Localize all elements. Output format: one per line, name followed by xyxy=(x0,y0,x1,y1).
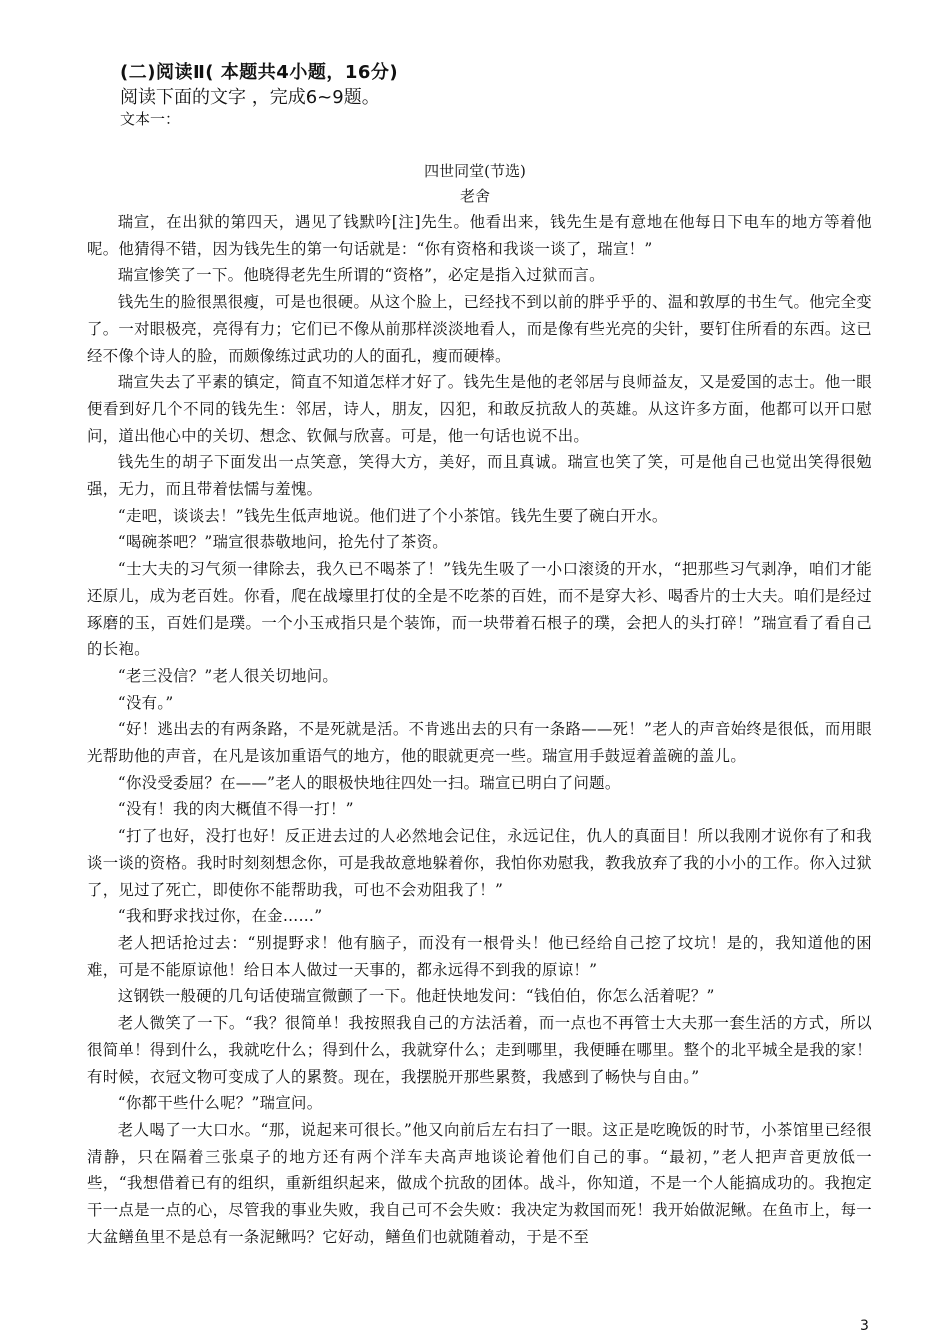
paragraph: “打了也好，没打也好！反正进去过的人必然地会记住，永远记住，仇人的真面目！所以我刚才说你有了和我谈一谈的资格。我时时刻刻想念你，可是我故意地躲着你，我怕你劝慰我，教我放弃了我的小小的工作。你入过狱了，见过了死亡，即使你不能帮助我，可也不会劝阻我了！” xyxy=(87,827,872,899)
paragraph: 钱先生的胡子下面发出一点笑意，笑得大方，美好，而且真诚。瑞宣也笑了笑，可是他自己也觉出笑得很勉强，无力，而且带着怯懦与羞愧。 xyxy=(87,453,872,499)
paragraph: 老人喝了一大口水。“那，说起来可很长。”他又向前后左右扫了一眼。这正是吃晚饭的时节，小茶馆里已经很清静，只在隔着三张桌子的地方还有两个洋车夫高声地谈论着他们自己的事。“最初，”老人把声音更放低一些，“我想借着已有的组织，重新组织起来，做成个抗敌的团体。战斗，你知道，不是一个人能搞成功的。我抱定干一点是一点的心，尽管我的事业失败，我自己可不会失败：我决定为救国而死！我开始做泥鳅。在鱼市上，每一大盆鳝鱼里不是总有一条泥鳅吗？它好动，鳝鱼们也就随着动，于是不至 xyxy=(87,1120,872,1246)
paragraph: “老三没信？”老人很关切地问。 xyxy=(117,666,339,685)
paragraph: 瑞宣失去了平素的镇定，简直不知道怎样才好了。钱先生是他的老邻居与良师益友，又是爱国的志士。他一眼便看到好几个不同的钱先生：邻居，诗人，朋友，囚犯，和敢反抗敌人的英雄。从这许多方面，他都可以开口慰问，道出他心中的关切、想念、钦佩与欣喜。可是，他一句话也说不出。 xyxy=(87,373,872,445)
article-author: 老舍 xyxy=(459,187,490,205)
paragraph: “没有！我的肉大概值不得一打！” xyxy=(117,800,354,819)
paragraph: 瑞宣惨笑了一下。他晓得老先生所谓的“资格”，必定是指入过狱而言。 xyxy=(117,266,605,285)
paragraph: 瑞宣，在出狱的第四天，遇见了钱默吟[注]先生。他看出来，钱先生是有意地在他每日下电车的地方等着他呢。他猜得不错，因为钱先生的第一句话就是：“你有资格和我谈一谈了，瑞宣！” xyxy=(87,213,872,258)
paragraph: “没有。” xyxy=(117,693,174,712)
paragraph: “好！逃出去的有两条路，不是死就是活。不肯逃出去的只有一条路——死！”老人的声音始终是很低，而用眼光帮助他的声音，在凡是该加重语气的地方，他的眼就更亮一些。瑞宣用手鼓逗着盖碗的盖儿。 xyxy=(87,720,872,766)
paragraph: 钱先生的脸很黑很瘦，可是也很硬。从这个脸上，已经找不到以前的胖乎乎的、温和敦厚的书生气。他完全变了。一对眼极亮，亮得有力；它们已不像从前那样淡淡地看人，而是像有些光亮的尖针，要钉住所看的东西。这已经不像个诗人的脸，而颇像练过武功的人的面孔，瘦而硬棒。 xyxy=(87,293,872,365)
text-label: 文本一： xyxy=(120,110,181,128)
instruction-text: 阅读下面的文字 ，完成6~9题。 xyxy=(120,87,380,108)
paragraph: “喝碗茶吧？”瑞宣很恭敬地问，抢先付了茶资。 xyxy=(117,533,448,552)
paragraph: “走吧，谈谈去！”钱先生低声地说。他们进了个小茶馆。钱先生要了碗白开水。 xyxy=(117,506,668,525)
paragraph: 老人把话抢过去：“别提野求！他有脑子，而没有一根骨头！他已经给自己挖了坟坑！是的，我知道他的困难，可是不能原谅他！给日本人做过一天事的，都永远得不到我的原谅！” xyxy=(87,933,872,979)
page-number: 3 xyxy=(860,1318,869,1334)
article-title: 四世同堂(节选) xyxy=(424,162,526,180)
paragraph: 老人微笑了一下。“我？很简单！我按照我自己的方法活着，而一点也不再管士大夫那一套生活的方式，所以很简单！得到什么，我就吃什么；得到什么，我就穿什么；走到哪里，我便睡在哪里。整个的北平城全是我的家！有时候，衣冠文物可变成了人的累赘。现在，我摆脱开那些累赘，我感到了畅快与自由。” xyxy=(87,1014,872,1086)
paragraph: “你没受委屈？在——”老人的眼极快地往四处一扫。瑞宣已明白了问题。 xyxy=(117,773,621,792)
paragraph: “士大夫的习气须一律除去，我久已不喝茶了！”钱先生吸了一小口滚烫的开水，“把那些习气剥净，咱们才能还原儿，成为老百姓。你看，爬在战壕里打仗的全是不吃茶的百姓，而不是穿大衫、喝香片的士大夫。咱们是经过琢磨的玉，百姓们是璞。一个小玉戒指只是个装饰，而一块带着石根子的璞，会把人的头打碎！”瑞宣看了看自己的长袍。 xyxy=(87,560,872,659)
paragraph: “我和野求找过你，在金……” xyxy=(117,907,323,926)
paragraph: 这钢铁一般硬的几句话使瑞宣微颤了一下。他赶快地发问：“钱伯伯，你怎么活着呢？” xyxy=(117,987,715,1006)
section-title: (二)阅读Ⅱ( 本题共4小题，16分) xyxy=(120,62,399,83)
article-body xyxy=(87,209,872,1250)
paragraph: “你都干些什么呢？”瑞宣问。 xyxy=(117,1094,323,1113)
